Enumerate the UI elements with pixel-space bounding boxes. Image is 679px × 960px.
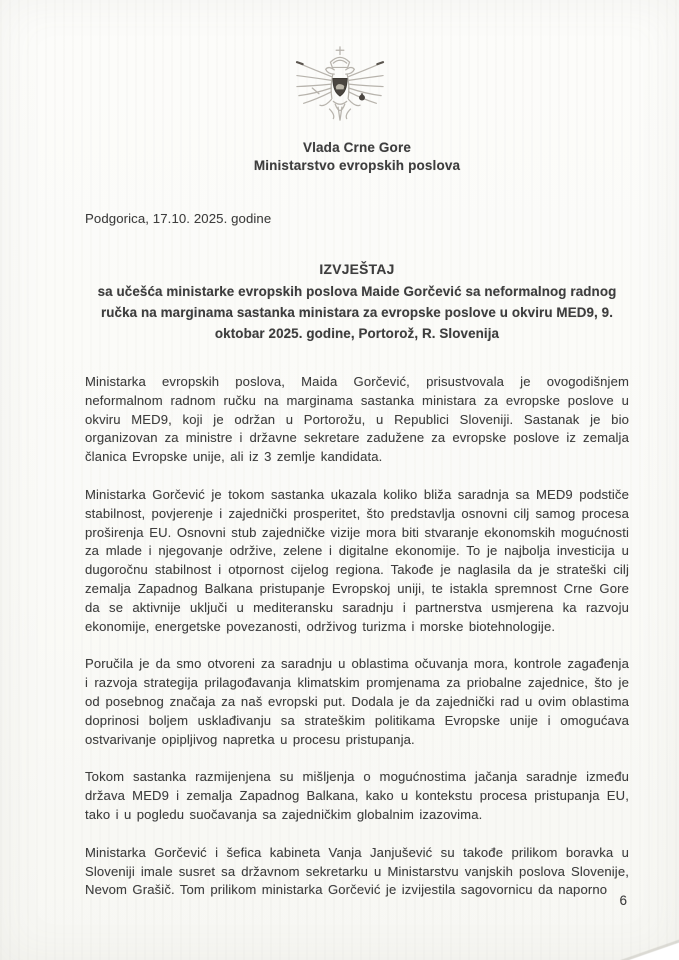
paragraph-2: Ministarka Gorčević je tokom sastanka ukazala koliko bliža saradnja sa MED9 podstiče stabilnost, povjerenje i zajednički prosperitet, što predstavlja osnovni cilj samog procesa proširenja EU. Osnovni stub zajedničke vizije mora biti stvaranje ekonomskih mogućnosti za mlade i njegovanje održive, zelene i digitalne ekonomije. To je najbolja investicija u dugoročnu stabilnost i otpornost cijelog regiona. Takođe je naglasila da je strateški cilj zemalja Zapadnog Balkana pristupanje Evropskoj uniji, te istakla spremnost Crne Gore da se aktivnije uključi u mediteransku saradnju i partnerstva usmjerena ka razvoju ekonomije, energetske povezanosti, održivog turizma i morske biotehnologije.: [85, 486, 629, 634]
dateline: Podgorica, 17.10. 2025. godine: [85, 211, 272, 226]
document-subtitle: sa učešća ministarke evropskih poslova Maide Gorčević sa neformalnog radnog ručka na marginama sastanka ministara za evropske poslove u okviru MED9, 9. oktobar 2025. godine, Portorož, R. Slovenija: [97, 284, 617, 341]
document-content: [85, 139, 629, 900]
montenegro-coat-of-arms-icon: [286, 44, 394, 132]
scan-corner-artifact: [593, 930, 679, 960]
paragraph-1: Ministarka evropskih poslova, Maida Gorčević, prisustvovala je ovogodišnjem neformalnom radnom ručku na marginama sastanka ministara za evropske poslove u okviru MED9, koji je održan u Portorožu, u Republici Sloveniji. Sastanak je bio organizovan za ministre i državne sekretare zadužene za evropske poslove iz zemalja članica Evropske unije, ali iz 3 zemlje kandidata.: [85, 374, 629, 465]
ministry-name: Ministarstvo evropskih poslova: [253, 157, 461, 173]
government-name: Vlada Crne Gore: [302, 140, 412, 155]
paragraph-5: Ministarka Gorčević i šefica kabineta Vanja Janjušević su takođe prilikom boravka u Sloveniji imale susret sa državnom sekretarku u Ministarstvu vanjskih poslova Slovenije, Nevom Grašič. Tom prilikom ministarka Gorčević je izvijestila sagovornicu da naporno: [85, 844, 629, 898]
document-title: IZVJEŠTAJ: [319, 262, 395, 277]
emblem-container: [0, 0, 679, 132]
page-number: 6: [619, 893, 627, 908]
org-header: [85, 139, 629, 174]
paragraph-3: Poručila je da smo otvoreni za saradnju u oblastima očuvanja mora, kontrole zagađenja i razvoja strategija prilagođavanja klimatskim promjenama za priobalne zajednice, što je od posebnog značaja za naš evropski put. Dodala je da zajednički rad u ovim oblastima doprinosi boljem usklađivanju sa strateškim politikama Evropske unije i omogućava ostvarivanje opipljivog napretka u procesu pristupanja.: [85, 656, 629, 747]
body-text: [85, 373, 629, 900]
paragraph-4: Tokom sastanka razmijenjena su mišljenja o mogućnostima jačanja saradnje između država MED9 i zemalja Zapadnog Balkana, kako u kontekstu procesa pristupanja EU, tako i u pogledu suočavanja sa zajedničkim globalnim izazovima.: [85, 769, 629, 822]
